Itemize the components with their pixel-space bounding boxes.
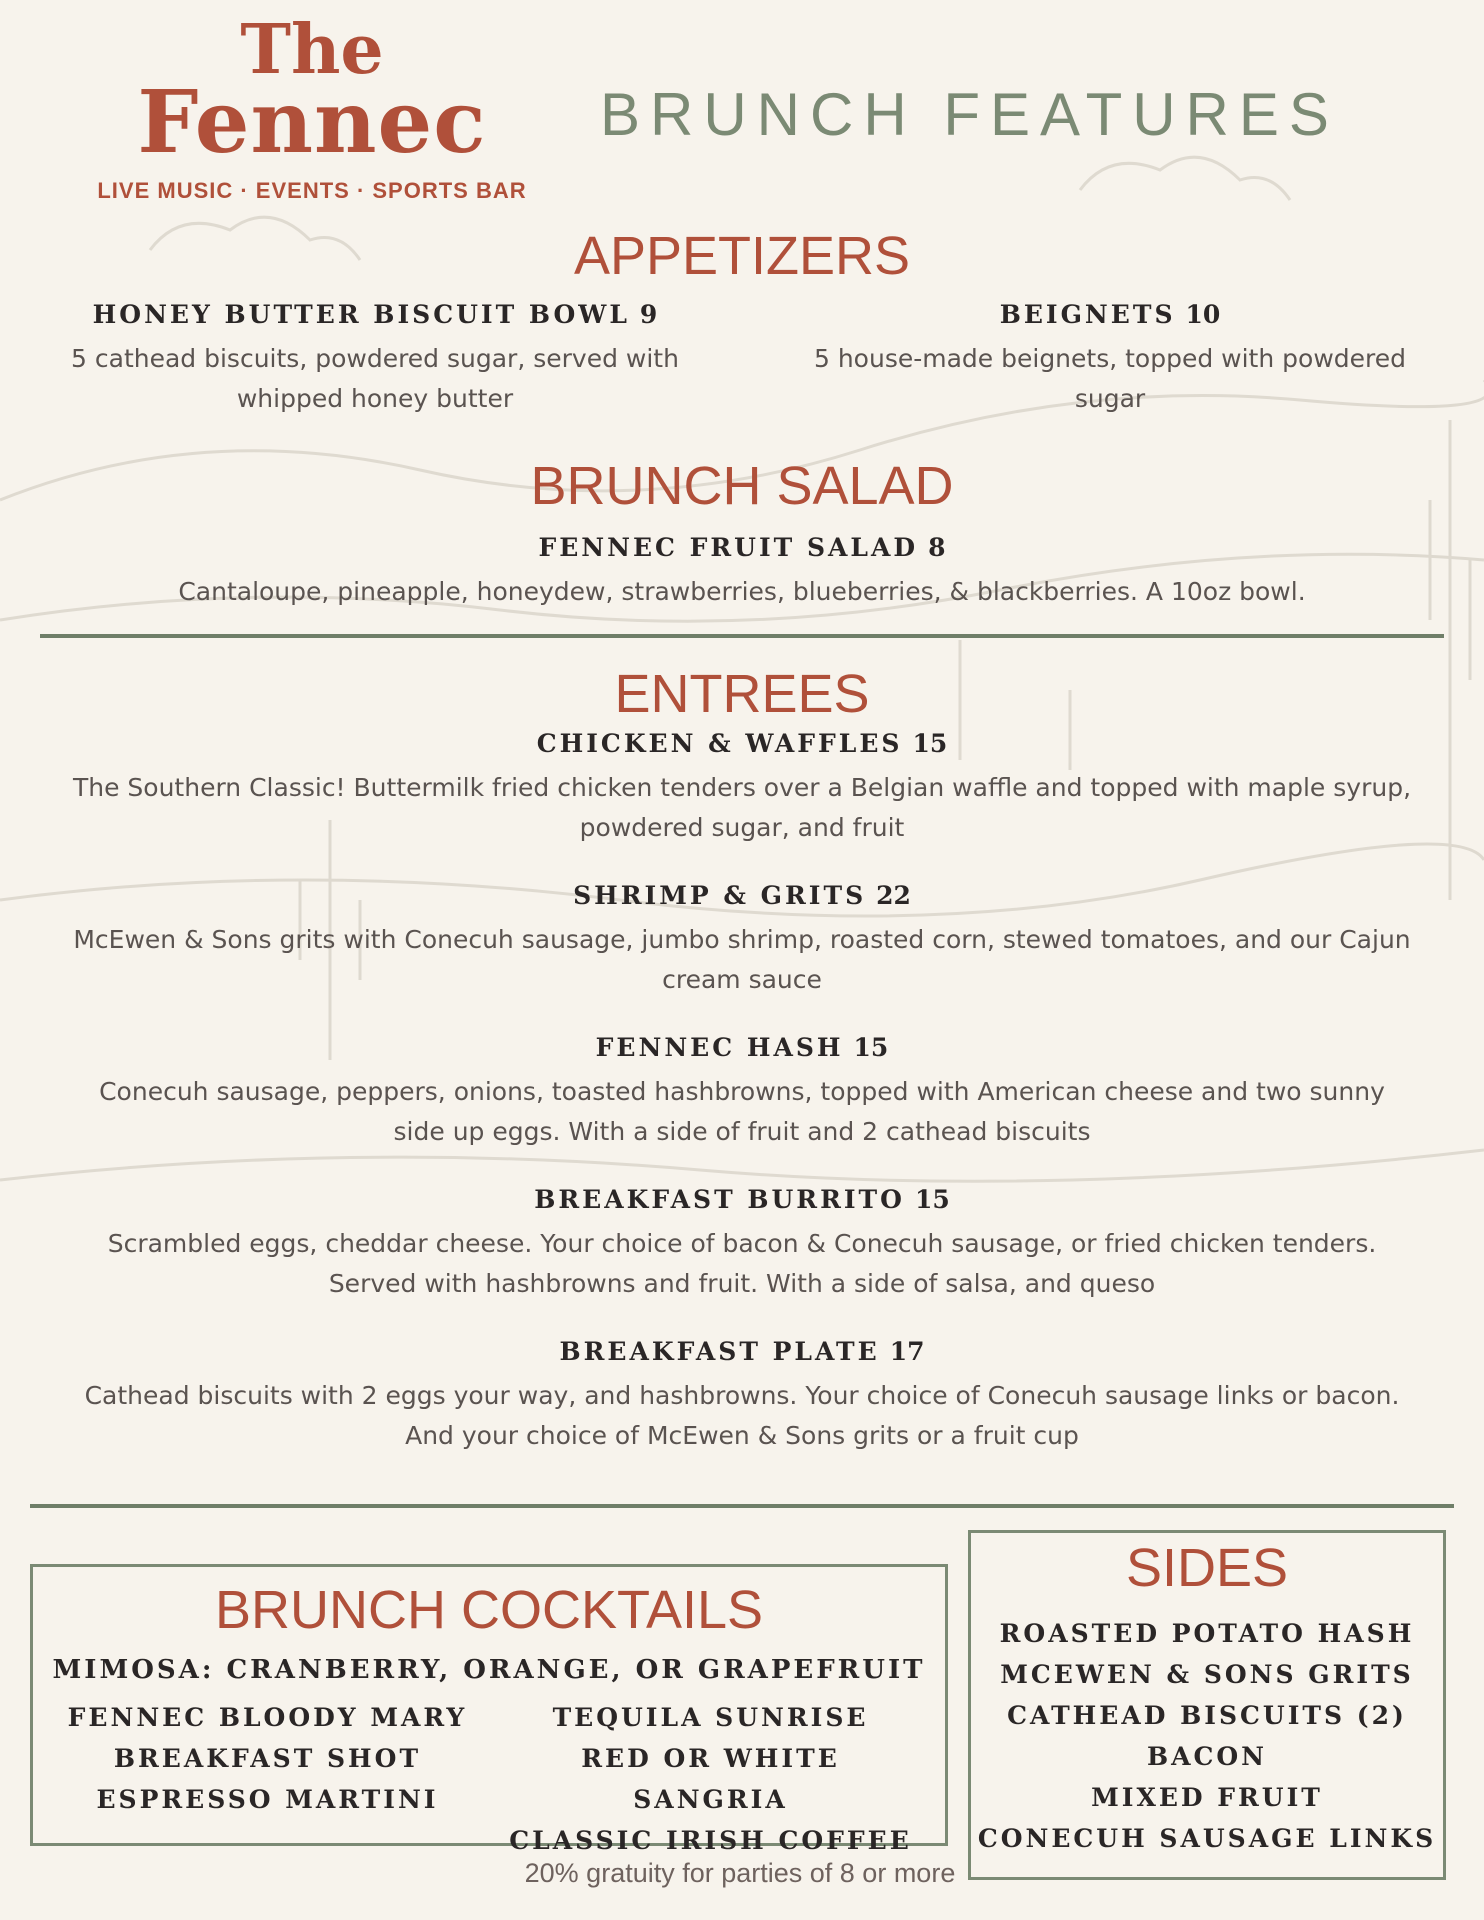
cocktail-mimosa: MIMOSA: CRANBERRY, ORANGE, OR GRAPEFRUIT xyxy=(52,1655,926,1685)
side-item: CATHEAD BISCUITS (2) xyxy=(1007,1701,1407,1730)
item-name-row xyxy=(40,530,1444,566)
item-name: FENNEC FRUIT SALAD xyxy=(538,533,919,562)
menu-item xyxy=(70,878,1414,1000)
cocktail-item: TEQUILA SUNRISE xyxy=(552,1703,869,1732)
sides-title: SIDES xyxy=(1125,1538,1289,1598)
brunch-salad-title: BRUNCH SALAD xyxy=(530,456,954,516)
cocktail-column-right xyxy=(506,1697,915,1861)
sides-box xyxy=(968,1530,1446,1880)
logo-word-the: The xyxy=(240,10,384,90)
side-item: BACON xyxy=(1146,1742,1268,1771)
cocktail-item: BREAKFAST SHOT xyxy=(113,1744,422,1773)
menu-item xyxy=(40,530,1444,612)
item-price: 10 xyxy=(1185,300,1221,329)
side-item: MCEWEN & SONS GRITS xyxy=(1000,1660,1414,1689)
cocktail-item: FENNEC BLOODY MARY xyxy=(67,1703,468,1732)
item-name: SHRIMP & GRITS xyxy=(573,881,867,910)
item-description: Cantaloupe, pineapple, honeydew, strawberries, blueberries, & blackberries. A 10oz bowl. xyxy=(178,577,1306,606)
item-name: FENNEC HASH xyxy=(595,1033,844,1062)
menu-item xyxy=(70,726,1414,848)
cocktail-column-left xyxy=(63,1697,472,1861)
item-description: The Southern Classic! Buttermilk fried chicken tenders over a Belgian waffle and topped with maple syrup, powdered sugar, and fruit xyxy=(72,773,1412,842)
item-price: 15 xyxy=(912,729,948,758)
menu-item xyxy=(780,297,1440,419)
cocktail-columns xyxy=(33,1697,945,1861)
cocktail-item: RED OR WHITE SANGRIA xyxy=(581,1744,840,1814)
item-name: HONEY BUTTER BISCUIT BOWL xyxy=(92,300,630,329)
item-description: McEwen & Sons grits with Conecuh sausage, jumbo shrimp, roasted corn, stewed tomatoes, and our Cajun cream sauce xyxy=(73,925,1411,994)
item-name-row xyxy=(30,297,720,333)
cocktails-box xyxy=(30,1564,948,1855)
item-price: 8 xyxy=(928,533,946,562)
entrees-title: ENTREES xyxy=(614,664,870,724)
cocktail-item: ESPRESSO MARTINI xyxy=(96,1785,439,1814)
item-description: Conecuh sausage, peppers, onions, toasted hashbrowns, topped with American cheese and two sunny side up eggs. With a side of fruit and 2 cathead biscuits xyxy=(99,1077,1385,1146)
item-name: BREAKFAST BURRITO xyxy=(534,1185,905,1214)
item-description: 5 cathead biscuits, powdered sugar, served with whipped honey butter xyxy=(71,344,679,413)
item-price: 9 xyxy=(639,300,658,329)
item-name-row xyxy=(70,1334,1414,1370)
section-divider xyxy=(40,634,1444,638)
menu-item xyxy=(70,1030,1414,1152)
appetizers-title: APPETIZERS xyxy=(573,226,911,286)
item-name-row xyxy=(70,878,1414,914)
cocktail-item: CLASSIC IRISH COFFEE xyxy=(509,1826,912,1855)
item-name-row xyxy=(780,297,1440,333)
item-name: BREAKFAST PLATE xyxy=(559,1337,880,1366)
menu-item xyxy=(70,1334,1414,1456)
item-name-row xyxy=(70,726,1414,762)
item-name-row xyxy=(70,1030,1414,1066)
logo-word-fennec: Fennec xyxy=(137,72,487,173)
item-price: 22 xyxy=(876,881,911,910)
item-price: 15 xyxy=(914,1185,950,1214)
item-price: 15 xyxy=(853,1033,889,1062)
menu-item xyxy=(30,297,720,419)
side-item: CONECUH SAUSAGE LINKS xyxy=(977,1824,1437,1853)
side-item: ROASTED POTATO HASH xyxy=(999,1619,1415,1648)
logo-tagline: LIVE MUSIC · EVENTS · SPORTS BAR xyxy=(97,178,527,203)
section-divider xyxy=(30,1504,1454,1508)
fennec-logo xyxy=(92,10,532,204)
item-description: Cathead biscuits with 2 eggs your way, and hashbrowns. Your choice of Conecuh sausage links or bacon. And your choice of McEwen & Sons grits or a fruit cup xyxy=(84,1381,1400,1450)
item-name: BEIGNETS xyxy=(999,300,1176,329)
page-title: BRUNCH FEATURES xyxy=(600,81,1339,148)
menu-item xyxy=(70,1182,1414,1304)
item-price: 17 xyxy=(889,1337,925,1366)
item-description: 5 house-made beignets, topped with powdered sugar xyxy=(813,344,1406,413)
item-description: Scrambled eggs, cheddar cheese. Your choice of bacon & Conecuh sausage, or fried chicken tenders. Served with hashbrowns and fruit. With a side of salsa, and queso xyxy=(107,1229,1377,1298)
item-name-row xyxy=(70,1182,1414,1218)
item-name: CHICKEN & WAFFLES xyxy=(536,729,903,758)
gratuity-note: 20% gratuity for parties of 8 or more xyxy=(524,1858,956,1888)
side-item: MIXED FRUIT xyxy=(1091,1783,1323,1812)
cocktails-title: BRUNCH COCKTAILS xyxy=(214,1580,764,1640)
